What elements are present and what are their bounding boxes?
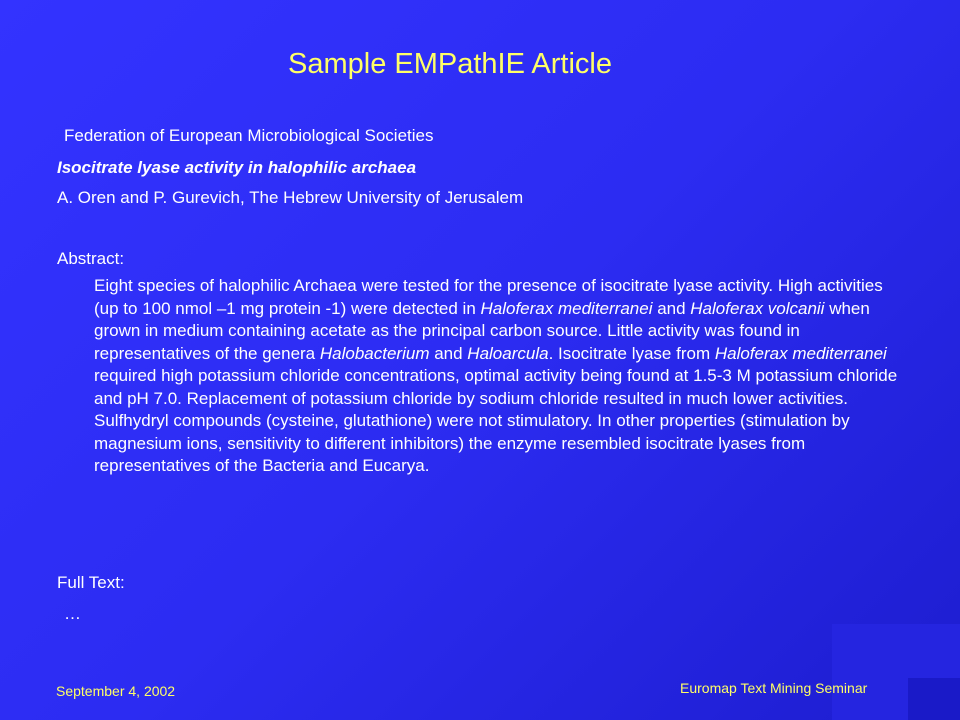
abstract-italic-term: Haloferax mediterranei (480, 298, 653, 318)
article-authors: A. Oren and P. Gurevich, The Hebrew University of Jerusalem (57, 188, 524, 207)
abstract-segment: and (652, 298, 691, 318)
abstract-segment: required high potassium chloride concentrations, optimal activity being found at 1.5-3 M potassium chloride and pH 7.0. Replacement of potassium chloride by sodium chloride resulted in much lower activities. Sulfhydryl compounds (cysteine, glutathione) were not stimulatory. In other properties (stimulation by magnesium ions, sensitivity to different inhibitors) the enzyme resembled isocitrate lyases from representatives of the Bacteria and Eucarya. (94, 366, 898, 475)
abstract-segment: . Isocitrate lyase from (548, 343, 715, 363)
abstract-italic-term: Halobacterium (319, 343, 430, 363)
slide-title: Sample EMPathIE Article (288, 48, 612, 80)
abstract-text (94, 275, 902, 478)
journal-name: Federation of European Microbiological Societies (64, 126, 434, 145)
footer-date: September 4, 2002 (56, 683, 176, 699)
fulltext-label: Full Text: (57, 573, 125, 592)
article-title: Isocitrate lyase activity in halophilic archaea (57, 158, 417, 177)
fulltext-content: … (64, 604, 81, 623)
abstract-italic-term: Haloarcula (467, 343, 549, 363)
footer-seminar-title: Euromap Text Mining Seminar (680, 680, 868, 696)
abstract-italic-term: Haloferax mediterranei (714, 343, 887, 363)
abstract-segment: Eight species of halophilic Archaea were tested for the presence of isocitrate lyase activity. High activities (up to 100 nmol –1 mg protein -1) were detected in (94, 276, 883, 318)
corner-decoration-inner (908, 678, 960, 720)
abstract-segment: when grown in medium containing acetate as the principal carbon source. Little activity was found in representatives of the genera (94, 298, 870, 363)
abstract-segment: and (429, 343, 468, 363)
abstract-label: Abstract: (57, 249, 125, 268)
abstract-italic-term: Haloferax volcanii (690, 298, 825, 318)
